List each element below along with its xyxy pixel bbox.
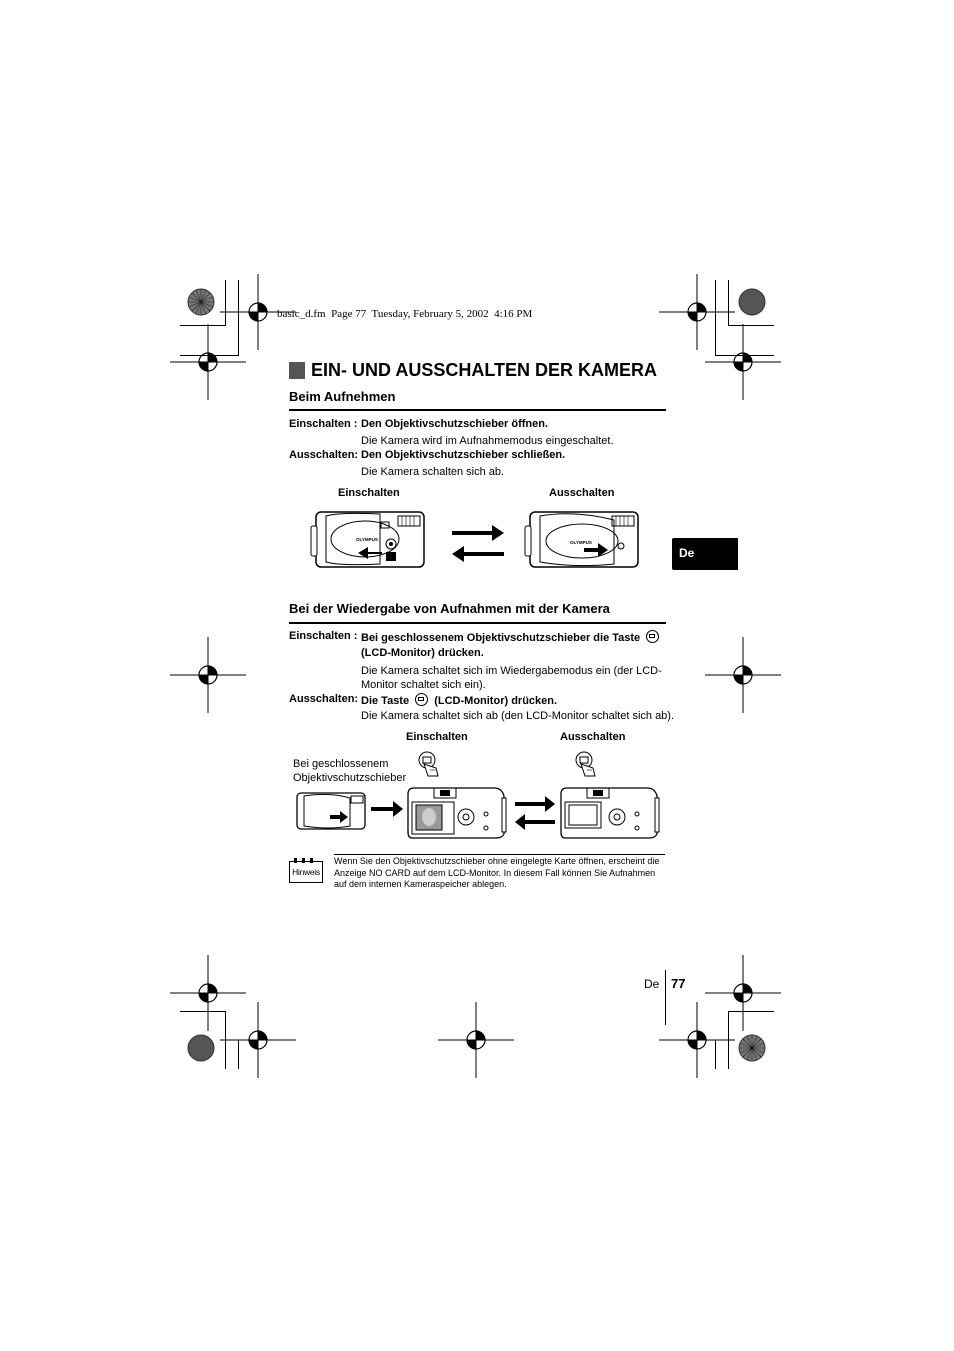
on-action: Den Objektivschutzschieber öffnen. — [361, 418, 549, 430]
off-result: Die Kamera schaltet sich ab (den LCD-Monitor schaltet sich ab). — [361, 710, 675, 722]
press-button-icon — [571, 750, 599, 780]
camera-back-on-icon — [404, 784, 508, 840]
subsection-title-playback: Bei der Wiedergabe von Aufnahmen mit der Kamera — [289, 601, 610, 616]
camera-front-open-icon — [310, 508, 430, 572]
on-action-cont: (LCD-Monitor) drücken. — [361, 647, 484, 659]
on-label: Einschalten : — [289, 418, 358, 430]
off-action: Die Taste (LCD-Monitor) drücken. — [361, 695, 558, 707]
camera-brand: OLYMPUS — [570, 540, 592, 545]
off-result: Die Kamera schalten sich ab. — [361, 466, 505, 478]
switch-arrows-icon — [450, 524, 506, 564]
off-label: Ausschalten: — [289, 693, 359, 705]
figure-caption-off: Ausschalten — [560, 731, 626, 743]
figure-caption-on: Einschalten — [338, 487, 400, 499]
switch-arrows-icon — [513, 795, 557, 831]
file-info: basic_d.fm Page 77 Tuesday, February 5, 2002 4:16 PM — [277, 308, 533, 320]
subsection-rule — [289, 409, 666, 411]
on-label: Einschalten : — [289, 630, 358, 642]
note-text: Wenn Sie den Objektivschutzschieber ohne eingelegte Karte öffnen, erscheint die Anzeige NO CARD auf dem LCD-Monitor. In diesem Fall können Sie Aufnahmen auf dem internen Kameraspeicher ablegen. — [334, 856, 660, 889]
press-button-icon — [414, 750, 442, 780]
figure-note: Bei geschlossenem Objektivschutzschieber — [293, 758, 407, 784]
monitor-button-icon — [646, 630, 659, 643]
arrow-right-icon — [369, 798, 405, 820]
section-title: EIN- UND AUSSCHALTEN DER KAMERA — [311, 360, 657, 380]
figure-caption-on: Einschalten — [406, 731, 468, 743]
camera-brand: OLYMPUS — [356, 537, 378, 542]
on-result: Die Kamera schaltet sich im Wiedergabemodus ein (der LCD-Monitor schaltet sich ein). — [361, 665, 662, 691]
section-square-icon — [289, 362, 305, 379]
note-icon — [289, 858, 323, 883]
on-result: Die Kamera wird im Aufnahmemodus eingeschaltet. — [361, 435, 614, 447]
off-action: Den Objektivschutzschieber schließen. — [361, 449, 566, 461]
camera-back-off-icon — [557, 784, 661, 840]
note-rule — [334, 854, 665, 855]
monitor-button-icon — [415, 693, 428, 706]
off-label: Ausschalten: — [289, 449, 359, 461]
on-action: Bei geschlossenem Objektivschutzschieber die Taste — [361, 630, 659, 644]
language-tab-label: De — [679, 546, 695, 560]
language-tab — [672, 538, 738, 570]
camera-front-closed-icon — [524, 508, 644, 572]
note-icon-label: Hinweis — [292, 867, 320, 877]
subsection-title-recording: Beim Aufnehmen — [289, 389, 396, 404]
camera-closed-small-icon — [294, 790, 368, 832]
footer-language: De — [644, 977, 660, 991]
figure-caption-off: Ausschalten — [549, 487, 615, 499]
subsection-rule — [289, 622, 666, 624]
page-number: 77 — [671, 976, 686, 991]
